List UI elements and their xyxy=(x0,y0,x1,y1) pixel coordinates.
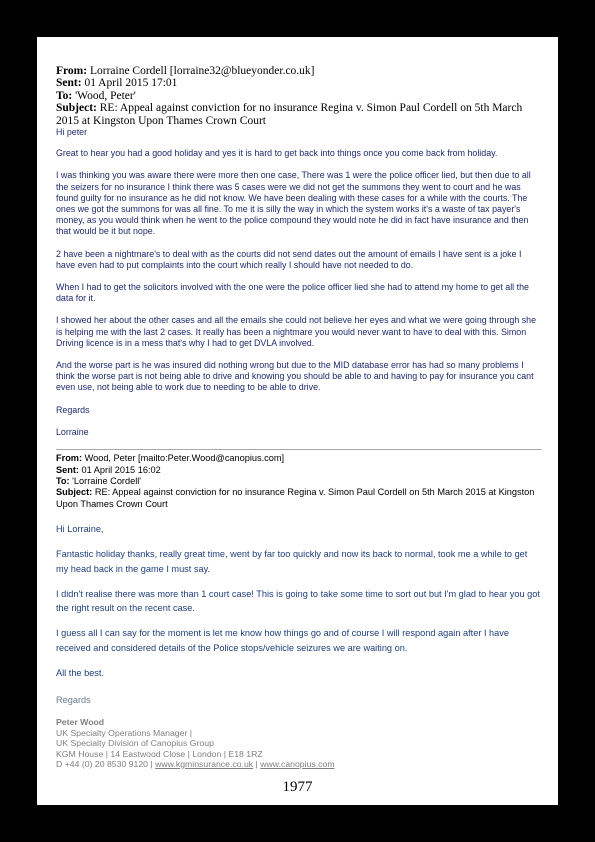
email2-paragraph: I didn't realise there was more than 1 court case! This is going to take some time to sort out but I'm glad to hear you got the right result on the recent case. xyxy=(56,588,540,614)
email1-paragraph: I was thinking you was aware there were more then one case, There was 1 were the police officer lied, but then due to all the seizers for no insurance I think there was 5 cases were we did not get the summons they went to court and he was found guilty for no insurance as he did not know. We have been dealing with these cases for a while with the courts. The ones we got the summons for was all fine. To me it is silly the way in which the system works it's a waste of tax payer's money, as you would think when he went to the police compound they would note he did in fact have insurance and then that would be it but nope. xyxy=(56,170,531,237)
email-thread xyxy=(56,65,542,769)
signature-division: UK Specialty Division of Canopius Group xyxy=(56,738,214,749)
email1-paragraph: When I had to get the solicitors involved with the one were the police officer lied she had to attend my home to get all the data for it. xyxy=(56,282,529,304)
email2-sent: 01 April 2015 16:02 xyxy=(81,464,161,475)
link-separator: | xyxy=(253,758,261,769)
to-label: To: xyxy=(56,89,73,102)
signature-name: Peter Wood xyxy=(56,717,105,728)
signature-phone: D +44 (0) 20 8530 9120 | xyxy=(56,758,156,769)
email1-greeting: Hi peter xyxy=(56,127,88,138)
document-page xyxy=(37,37,558,805)
email2-paragraph: All the best. xyxy=(56,667,105,678)
email1-signoff: Lorraine xyxy=(56,426,89,437)
email2-body xyxy=(56,522,542,707)
subject-label: Subject: xyxy=(56,102,97,115)
to-label: To: xyxy=(56,475,70,486)
email-signature xyxy=(56,717,542,769)
email1-paragraph: And the worse part is he was insured did nothing wrong but due to the MID database error has had so many problems I think the worse part is not being able to drive and knowing you should be able to and having to pay for insurance you cant even use, not being able to work due to needing to be able to drive. xyxy=(56,360,534,393)
page-number: 1977 xyxy=(282,779,313,795)
email2-from: Wood, Peter [mailto:Peter.Wood@canopius.com] xyxy=(84,453,285,464)
email-divider xyxy=(56,449,542,450)
canopius-website-link[interactable]: www.canopius.com xyxy=(260,758,335,769)
subject-label: Subject: xyxy=(56,487,93,498)
email2-regards: Regards xyxy=(56,694,91,705)
email2-header xyxy=(56,453,542,510)
signature-contact xyxy=(56,759,542,769)
email2-paragraph: Fantastic holiday thanks, really great time, went by far too quickly and now its back to normal, took me a while to get my head back in the game I must say. xyxy=(56,548,528,574)
email1-sent: 01 April 2015 17:01 xyxy=(84,77,178,90)
signature-address: KGM House | 14 Eastwood Close | London | E18 1RZ xyxy=(56,748,263,759)
email1-regards: Regards xyxy=(56,404,90,415)
email1-header xyxy=(56,65,542,127)
sent-label: Sent: xyxy=(56,77,82,90)
kgm-website-link[interactable]: www.kgminsurance.co.uk xyxy=(155,758,254,769)
email1-body xyxy=(56,127,542,438)
email2-greeting: Hi Lorraine, xyxy=(56,524,104,535)
email1-paragraph: I showed her about the other cases and all the emails she could not believe her eyes and what we were going through she is helping me with the last 2 cases. It really has been a nightmare you would never want to have to deal with this. Simon Driving licence is in a mess that's why I had to get DVLA involved. xyxy=(56,315,537,348)
sent-label: Sent: xyxy=(56,464,79,475)
signature-title: UK Specialty Operations Manager | xyxy=(56,727,193,738)
email1-paragraph: 2 have been a nightmare's to deal with as the courts did not send dates out the amount of emails I have sent is a joke I have even had to put complaints into the court which really I should have not needed to do. xyxy=(56,248,522,270)
email1-paragraph: Great to hear you had a good holiday and yes it is hard to get back into things once you come back from holiday. xyxy=(56,148,498,159)
from-label: From: xyxy=(56,65,88,77)
email1-from: Lorraine Cordell [lorraine32@blueyonder.co.uk] xyxy=(89,65,315,77)
email2-paragraph: I guess all I can say for the moment is let me know how things go and of course I will respond again after I have received and considered details of the Police stops/vehicle seizures we are waiting on. xyxy=(56,628,509,653)
from-label: From: xyxy=(56,453,83,464)
email2-to: 'Lorraine Cordell' xyxy=(72,475,142,486)
email2-subject: RE: Appeal against conviction for no insurance Regina v. Simon Paul Cordell on 5th March 2015 at Kingston Upon Thames Crown Court xyxy=(56,487,535,509)
email1-subject: RE: Appeal against conviction for no insurance Regina v. Simon Paul Cordell on 5th March 2015 at Kingston Upon Thames Crown Court xyxy=(56,102,523,127)
email1-to: 'Wood, Peter' xyxy=(75,89,136,102)
